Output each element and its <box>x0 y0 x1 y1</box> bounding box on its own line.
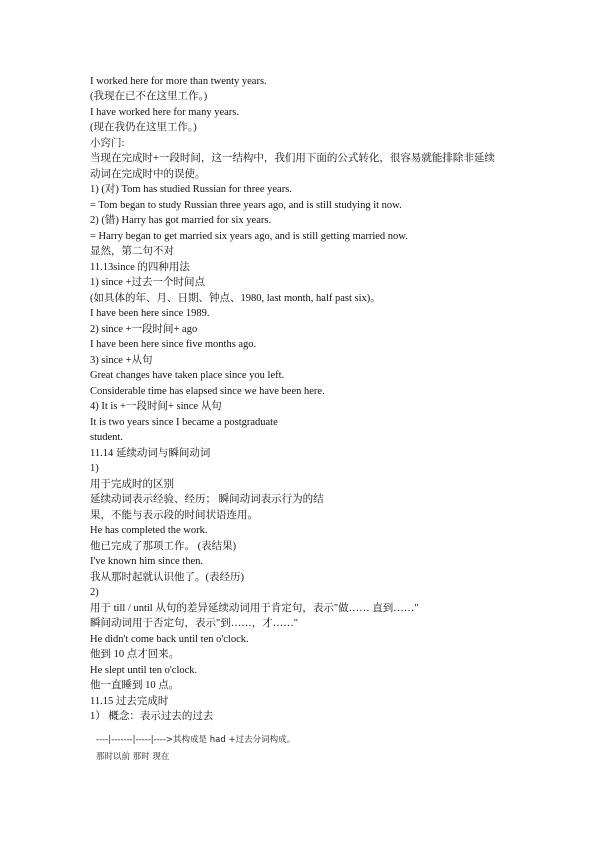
text-line: He didn't come back until ten o'clock. <box>90 634 249 645</box>
text-line: 2) since +一段时间+ ago <box>90 324 198 335</box>
text-line: I've known him since then. <box>90 556 203 567</box>
text-line: student. <box>90 432 123 443</box>
text-line: (我现在已不在这里工作。) <box>90 91 208 102</box>
text-line: I worked here for more than twenty years. <box>90 76 267 87</box>
section-heading: 11.13since 的四种用法 <box>90 262 190 273</box>
text-line: I have worked here for many years. <box>90 107 239 118</box>
text-line: 果，不能与表示段的时间状语连用。 <box>90 510 258 521</box>
text-line: 2) <box>90 587 99 598</box>
text-line: 4) It is +一段时间+ since 从句 <box>90 401 222 412</box>
text-line: I have been here since five months ago. <box>90 339 257 350</box>
text-line: (如具体的年、月、日期、钟点、1980, last month, half past six)。 <box>90 293 381 304</box>
text-line: 我从那时起就认识他了。(表经历) <box>90 572 244 583</box>
text-line: 显然，第二句不对 <box>90 246 174 257</box>
text-line: He slept until ten o'clock. <box>90 665 198 676</box>
text-line: 2) (错) Harry has got married for six years. <box>90 215 272 226</box>
section-heading: 11.14 延续动词与瞬间动词 <box>90 448 211 459</box>
text-line: 他到 10 点才回来。 <box>90 649 180 660</box>
text-line: 用于完成时的区别 <box>90 479 174 490</box>
text-line: I have been here since 1989. <box>90 308 210 319</box>
text-line: 用于 till / until 从句的差异延续动词用于肯定句，表示"做…… 直到……" <box>90 603 419 614</box>
text-line: 当现在完成时+一段时间，这一结构中，我们用下面的公式转化，很容易就能排除非延续 <box>90 153 495 164</box>
text-line: 瞬间动词用于否定句，表示"到……，才……" <box>90 618 299 629</box>
text-line: He has completed the work. <box>90 525 208 536</box>
text-line: = Harry began to get married six years ago, and is still getting married now. <box>90 231 408 242</box>
text-line: 3) since +从句 <box>90 355 153 366</box>
section-heading: 11.15 过去完成时 <box>90 696 169 707</box>
text-line: (现在我仍在这里工作。) <box>90 122 197 133</box>
text-line: 他已完成了那项工作。 (表结果) <box>90 541 237 552</box>
text-line: 小窍门: <box>90 138 125 149</box>
text-line: Great changes have taken place since you left. <box>90 370 285 381</box>
text-line: 1) (对) Tom has studied Russian for three years. <box>90 184 292 195</box>
tense-timeline-labels: 那时以前 那时 现在 <box>96 752 170 762</box>
text-line: 动词在完成时中的误使。 <box>90 169 206 180</box>
tense-timeline-diagram: ----|-------|-----|---->其构成是 had +过去分词构成。 <box>96 735 296 745</box>
text-line: = Tom began to study Russian three years ago, and is still studying it now. <box>90 200 402 211</box>
text-line: Considerable time has elapsed since we have been here. <box>90 386 325 397</box>
text-line: 1) <box>90 463 99 474</box>
text-line: 1） 概念：表示过去的过去 <box>90 711 214 722</box>
text-line: It is two years since I became a postgraduate <box>90 417 278 428</box>
text-line: 延续动词表示经验、经历； 瞬间动词表示行为的结 <box>90 494 324 505</box>
text-line: 1) since +过去一个时间点 <box>90 277 205 288</box>
text-line: 他一直睡到 10 点。 <box>90 680 180 691</box>
